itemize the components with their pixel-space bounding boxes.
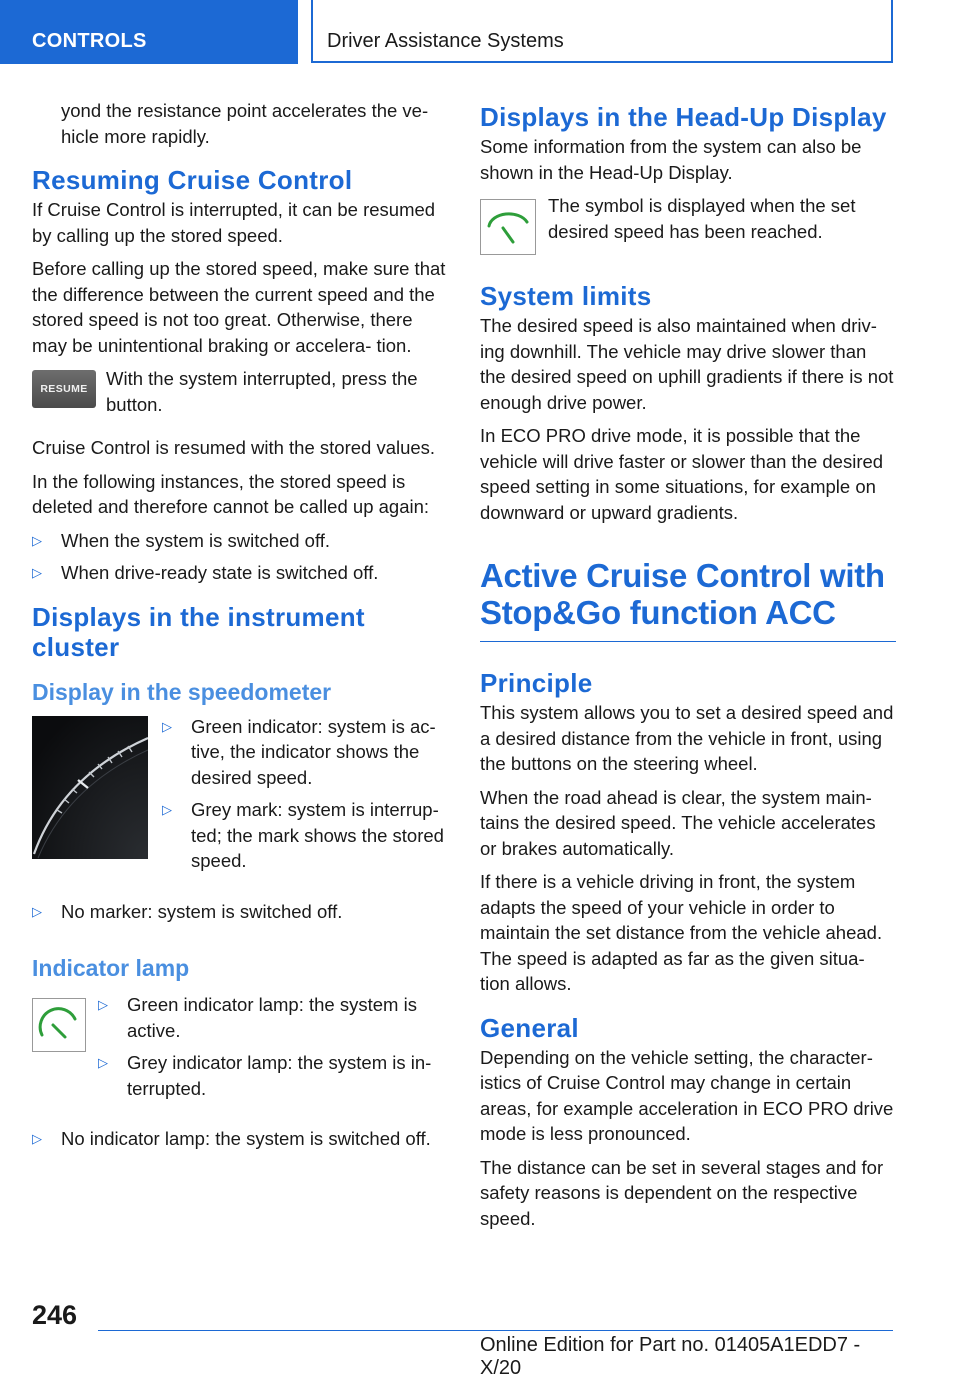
- list-item: ▷ Grey indicator lamp: the system is in‐ terrupted.: [98, 1052, 432, 1099]
- principle-paragraph-3: If there is a vehicle driving in front, the system adapts the speed of your vehicle in order to maintain the set distance from the vehicle ahead. The speed is adapted as far as the given situa‐ tion allows.: [480, 871, 883, 994]
- resume-button-figure: [32, 366, 450, 425]
- header-section-label: CONTROLS: [32, 30, 147, 52]
- header-section-tab: [0, 0, 298, 64]
- hud-speed-reached-icon: [480, 199, 536, 255]
- list-item: ▷ Green indicator: system is ac‐ tive, the indicator shows the desired speed.: [162, 715, 436, 788]
- resuming-paragraph-1: If Cruise Control is interrupted, it can be resumed by calling up the stored speed.: [32, 199, 436, 246]
- principle-paragraph-1: This system allows you to set a desired speed and a desired distance from the vehicle in front, using the buttons on the steering wheel.: [480, 702, 894, 774]
- list-item: ▷ When drive-ready state is switched off.: [32, 560, 450, 586]
- hud-symbol-text: The symbol is displayed when the set desired speed has been reached.: [548, 195, 856, 242]
- heading-displays-instrument-cluster: Displays in the instrument cluster: [32, 601, 365, 662]
- heading-general: General: [480, 1012, 579, 1043]
- hud-symbol-figure: [480, 193, 896, 255]
- limits-paragraph-2: In ECO PRO drive mode, it is possible that the vehicle will drive faster or slower than the desired speed setting in some situations, for example on downward or upward gradients.: [480, 425, 884, 523]
- general-paragraph-1: Depending on the vehicle setting, the character‐ istics of Cruise Control may change in certain areas, for example acceleration in ECO PRO drive mode is less pronounced.: [480, 1046, 894, 1144]
- triangle-bullet-icon: ▷: [32, 532, 42, 548]
- resume-button-text: With the system interrupted, press the button.: [106, 368, 418, 415]
- heading-display-speedometer: Display in the speedometer: [32, 678, 332, 705]
- cruise-control-lamp-icon: [32, 998, 86, 1052]
- header-chapter-label: Driver Assistance Systems: [327, 30, 564, 52]
- general-paragraph-2: The distance can be set in several stages and for safety reasons is dependent on the respective speed.: [480, 1156, 884, 1229]
- speedometer-figure: [32, 716, 450, 889]
- heading-active-cruise-control: Active Cruise Control with Stop&Go function ACC: [480, 557, 896, 642]
- header-chapter-tab: [311, 0, 893, 63]
- principle-paragraph-2: When the road ahead is clear, the system main‐ tains the desired speed. The vehicle accelerates or brakes automatically.: [480, 786, 876, 859]
- list-item: ▷ Green indicator lamp: the system is active.: [98, 994, 417, 1041]
- resuming-paragraph-4: In the following instances, the stored speed is deleted and therefore cannot be called up again:: [32, 470, 430, 517]
- triangle-bullet-icon: ▷: [98, 997, 108, 1012]
- resume-button-icon: RESUME: [32, 370, 96, 408]
- triangle-bullet-icon: ▷: [98, 1055, 108, 1070]
- triangle-bullet-icon: ▷: [32, 1131, 42, 1146]
- indicator-lamp-after-list: [32, 1126, 450, 1152]
- left-column: [32, 98, 450, 1160]
- speedometer-image: [32, 716, 148, 859]
- resuming-bullet-list: [32, 528, 450, 586]
- triangle-bullet-icon: ▷: [162, 718, 172, 734]
- triangle-bullet-icon: ▷: [32, 903, 42, 919]
- heading-indicator-lamp: Indicator lamp: [32, 955, 190, 981]
- limits-paragraph-1: The desired speed is also maintained when driv‐ ing downhill. The vehicle may drive slower than the desired speed on uphill gradients if there is not enough drive power.: [480, 315, 894, 413]
- resuming-paragraph-2: Before calling up the stored speed, make sure that the difference between the current speed and the stored speed is not too great. Otherwise, there may be unintentional braking or accelera‐ tion.: [32, 258, 446, 356]
- triangle-bullet-icon: ▷: [162, 802, 172, 817]
- indicator-lamp-figure: [32, 992, 450, 1116]
- list-item: ▷ No marker: system is switched off.: [32, 899, 450, 925]
- heading-head-up-display: Displays in the Head-Up Display: [480, 102, 887, 132]
- speedometer-after-list: [32, 899, 450, 925]
- right-column: [480, 98, 896, 1239]
- page-number: 246: [32, 1300, 78, 1330]
- triangle-bullet-icon: ▷: [32, 565, 42, 580]
- footer-edition: Online Edition for Part no. 01405A1EDD7 - X/20: [480, 1334, 861, 1379]
- list-item: ▷ No indicator lamp: the system is switched off.: [32, 1126, 450, 1152]
- speedometer-bullet-list: [162, 714, 450, 881]
- speedometer-arc-icon: [32, 716, 148, 859]
- heading-principle: Principle: [480, 668, 593, 698]
- hud-paragraph-1: Some information from the system can also be shown in the Head-Up Display.: [480, 136, 862, 183]
- resuming-paragraph-3: Cruise Control is resumed with the stored values.: [32, 437, 436, 458]
- footer-divider: [98, 1330, 893, 1331]
- heading-system-limits: System limits: [480, 281, 652, 311]
- list-item: ▷ Grey mark: system is interrup‐ ted; the mark shows the stored speed.: [162, 799, 444, 871]
- intro-paragraph: yond the resistance point accelerates the ve‐ hicle more rapidly.: [61, 100, 429, 147]
- indicator-lamp-bullet-list: [98, 992, 450, 1108]
- heading-resuming-cruise-control: Resuming Cruise Control: [32, 165, 353, 195]
- list-item: ▷ When the system is switched off.: [32, 528, 450, 554]
